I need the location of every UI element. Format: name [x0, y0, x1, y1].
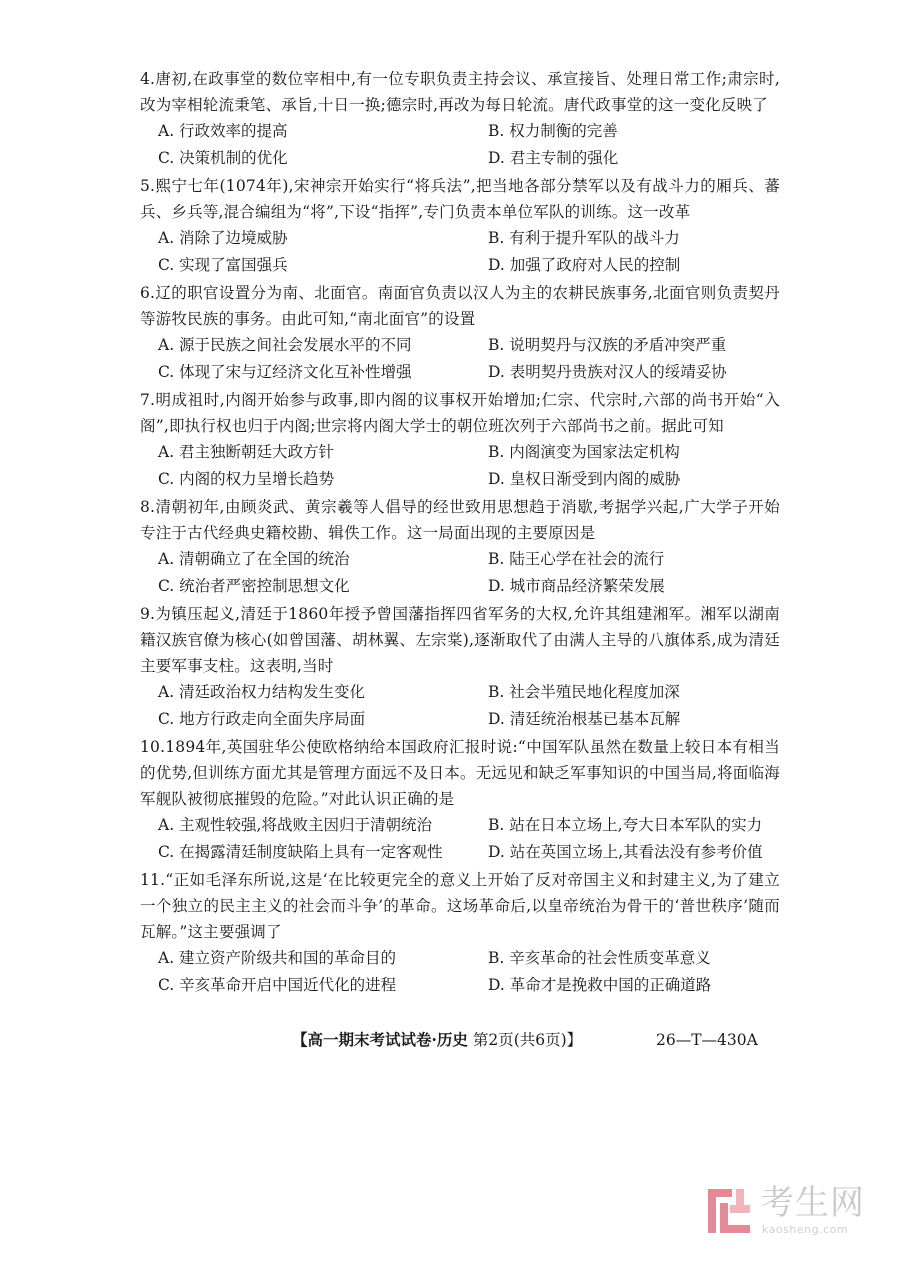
option-b: B. 说明契丹与汉族的矛盾冲突严重 — [488, 336, 727, 354]
question-stem: 7.明成祖时,内阁开始参与政事,即内阁的议事权开始增加;仁宗、代宗时,六部的尚书开始“入阁”,即执行权也归于内阁;世宗将内阁大学士的朝位班次列于六部尚书之前。据此可知 — [140, 391, 780, 435]
option-b: B. 有利于提升军队的战斗力 — [488, 229, 680, 247]
page-number: 第2页(共6页)】 — [472, 1031, 583, 1049]
option-d: D. 君主专制的强化 — [488, 148, 619, 167]
question-stem: 6.辽的职官设置分为南、北面官。南面官负责以汉人为主的农耕民族事务,北面官则负责契丹等游牧民族的事务。由此可知,“南北面官”的设置 — [140, 284, 780, 328]
option-group — [140, 679, 780, 732]
watermark — [706, 1183, 876, 1243]
option-d: D. 清廷统治根基已基本瓦解 — [488, 709, 681, 728]
option-d: D. 加强了政府对人民的控制 — [488, 255, 681, 274]
option-b: B. 社会半殖民地化程度加深 — [488, 683, 680, 701]
option-c: C. 在揭露清廷制度缺陷上具有一定客观性 — [158, 842, 443, 861]
option-c: C. 内阁的权力呈增长趋势 — [158, 469, 335, 488]
option-a: A. 清朝确立了在全国的统治 — [158, 550, 350, 568]
option-c: C. 地方行政走向全面失序局面 — [158, 709, 366, 728]
question-6 — [140, 280, 780, 385]
question-stem: 9.为镇压起义,清廷于1860年授予曾国藩指挥四省军务的大权,允许其组建湘军。湘军以湖南籍汉族官僚为核心(如曾国藩、胡林翼、左宗棠),逐渐取代了由满人主导的八旗体系,成为清廷主要军事支柱。这表明,当时 — [140, 605, 780, 675]
question-10 — [140, 734, 780, 865]
kaosheng-logo-icon — [706, 1185, 752, 1237]
watermark-text: 考生网 — [760, 1183, 865, 1223]
question-stem: 8.清朝初年,由顾炎武、黄宗羲等人倡导的经世致用思想趋于消歇,考据学兴起,广大学子开始专注于古代经典史籍校勘、辑佚工作。这一局面出现的主要原因是 — [140, 498, 780, 542]
exam-title: 【高一期末考试试卷·历史 — [292, 1030, 468, 1049]
option-c: C. 体现了宋与辽经济文化互补性增强 — [158, 362, 412, 381]
option-b: B. 权力制衡的完善 — [488, 122, 618, 140]
option-group — [140, 332, 780, 385]
option-a: A. 源于民族之间社会发展水平的不同 — [158, 336, 412, 354]
option-c: C. 决策机制的优化 — [158, 148, 288, 167]
option-b: B. 辛亥革命的社会性质变革意义 — [488, 949, 711, 967]
page-footer — [292, 1028, 788, 1052]
watermark-url: kaosheng.com — [762, 1223, 849, 1236]
option-d: D. 表明契丹贵族对汉人的绥靖妥协 — [488, 362, 727, 381]
option-group — [140, 945, 780, 998]
question-11 — [140, 867, 780, 998]
question-list — [140, 66, 780, 1000]
option-b: B. 陆王心学在社会的流行 — [488, 550, 665, 568]
question-4 — [140, 66, 780, 171]
question-stem: 4.唐初,在政事堂的数位宰相中,有一位专职负责主持会议、承宣接旨、处理日常工作;肃宗时,改为宰相轮流秉笔、承旨,十日一换;德宗时,再改为每日轮流。唐代政事堂的这一变化反映了 — [140, 70, 780, 114]
question-9 — [140, 601, 780, 732]
option-group — [140, 812, 780, 865]
option-a: A. 主观性较强,将战败主因归于清朝统治 — [158, 816, 432, 834]
option-d: D. 城市商品经济繁荣发展 — [488, 576, 665, 595]
question-stem: 5.熙宁七年(1074年),宋神宗开始实行“将兵法”,把当地各部分禁军以及有战斗力的厢兵、蕃兵、乡兵等,混合编组为“将”,下设“指挥”,专门负责本单位军队的训练。这一改革 — [140, 177, 780, 221]
option-a: A. 消除了边境威胁 — [158, 229, 288, 247]
question-stem: 11.“正如毛泽东所说,这是‘在比较更完全的意义上开始了反对帝国主义和封建主义,为了建立一个独立的民主主义的社会而斗争’的革命。这场革命后,以皇帝统治为骨干的‘普世秩序’随而瓦解。”这主要强调了 — [140, 871, 780, 941]
option-c: C. 实现了富国强兵 — [158, 255, 288, 274]
option-a: A. 行政效率的提高 — [158, 122, 288, 140]
option-d: D. 革命才是挽救中国的正确道路 — [488, 975, 712, 994]
question-8 — [140, 494, 780, 599]
option-a: A. 清廷政治权力结构发生变化 — [158, 683, 366, 701]
option-d: D. 站在英国立场上,其看法没有参考价值 — [488, 842, 763, 861]
option-group — [140, 225, 780, 278]
option-d: D. 皇权日渐受到内阁的威胁 — [488, 469, 681, 488]
option-b: B. 站在日本立场上,夸大日本军队的实力 — [488, 816, 763, 834]
option-c: C. 统治者严密控制思想文化 — [158, 576, 350, 595]
option-a: A. 君主独断朝廷大政方针 — [158, 443, 335, 461]
question-5 — [140, 173, 780, 278]
option-group — [140, 439, 780, 492]
option-group — [140, 546, 780, 599]
question-7 — [140, 387, 780, 492]
option-c: C. 辛亥革命开启中国近代化的进程 — [158, 975, 397, 994]
exam-code: 26—T—430A — [656, 1031, 758, 1049]
question-stem: 10.1894年,英国驻华公使欧格纳给本国政府汇报时说:“中国军队虽然在数量上较日本有相当的优势,但训练方面尤其是管理方面远不及日本。无远见和缺乏军事知识的中国当局,将面临海军舰队被彻底摧毁的危险。”对此认识正确的是 — [140, 738, 780, 808]
option-a: A. 建立资产阶级共和国的革命目的 — [158, 949, 397, 967]
option-b: B. 内阁演变为国家法定机构 — [488, 443, 680, 461]
option-group — [140, 118, 780, 171]
